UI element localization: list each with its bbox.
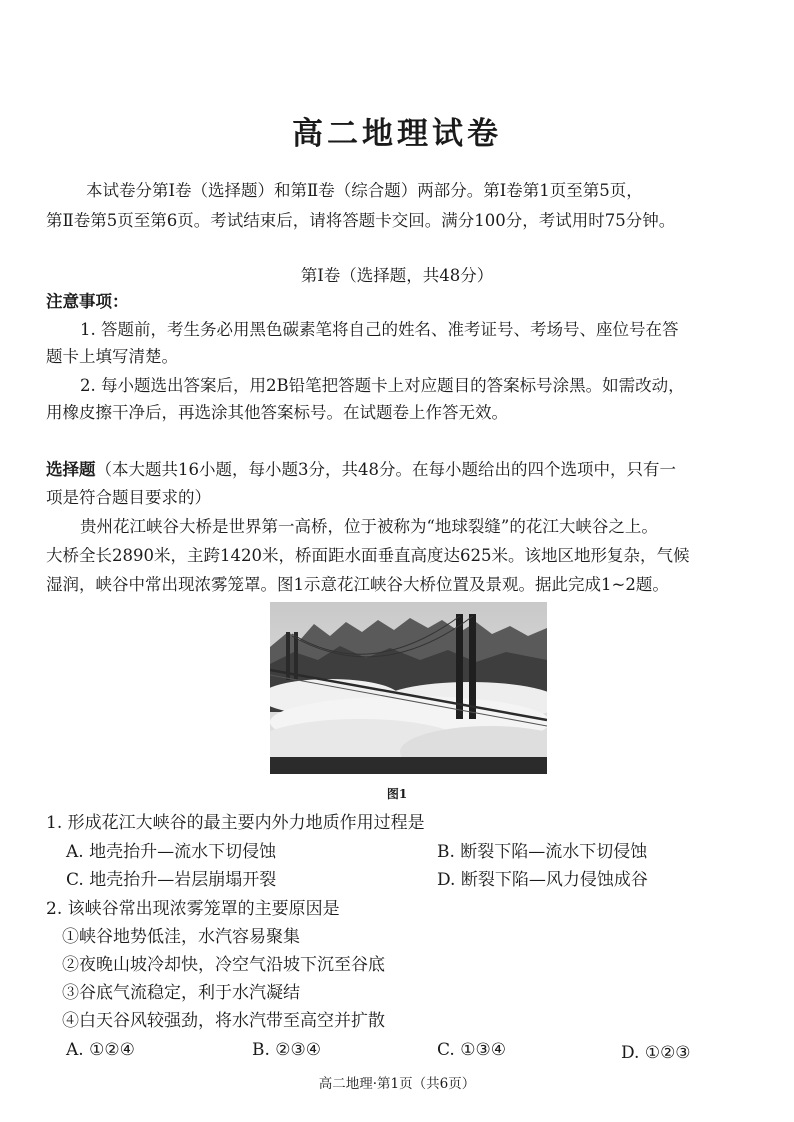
passage-line-2: 大桥全长2890米，主跨1420米，桥面距水面垂直高度达625米。该地区地形复杂，气候 [46, 546, 690, 565]
q2-stem: 2. 该峡谷常出现浓雾笼罩的主要原因是 [46, 899, 340, 919]
choice-heading: 选择题 [46, 460, 96, 479]
q2-option-d: D. ①②③ [621, 1043, 691, 1063]
notice-heading: 注意事项： [46, 292, 129, 311]
notice-line-4: 用橡皮擦干净后，再选涂其他答案标号。在试题卷上作答无效。 [46, 403, 508, 422]
q1-stem: 1. 形成花江大峡谷的最主要内外力地质作用过程是 [46, 813, 425, 833]
q1-option-b: B. 断裂下陷—流水下切侵蚀 [437, 842, 648, 862]
notice-line-2: 题卡上填写清楚。 [46, 347, 178, 366]
q1-option-d: D. 断裂下陷—风力侵蚀成谷 [437, 870, 648, 890]
q2-item-4: ④白天谷风较强劲，将水汽带至高空并扩散 [62, 1011, 385, 1031]
q2-item-3: ③谷底气流稳定，利于水汽凝结 [62, 983, 300, 1003]
intro-line-1: 本试卷分第Ⅰ卷（选择题）和第Ⅱ卷（综合题）两部分。第Ⅰ卷第1页至第5页， [86, 181, 643, 200]
figure-caption: 图1 [386, 787, 408, 801]
page-title: 高二地理试卷 [292, 116, 502, 152]
passage-line-1: 贵州花江峡谷大桥是世界第一高桥，位于被称为“地球裂缝”的花江大峡谷之上。 [80, 517, 658, 536]
choice-section-line-2: 项是符合题目要求的） [46, 488, 211, 507]
bridge-photo [270, 602, 547, 774]
q2-item-1: ①峡谷地势低洼，水汽容易聚集 [62, 927, 300, 947]
page-footer: 高二地理·第1页（共6页） [318, 1076, 476, 1092]
notice-line-1: 1. 答题前，考生务必用黑色碳素笔将自己的姓名、准考证号、考场号、座位号在答 [80, 320, 679, 339]
q2-option-a: A. ①②④ [66, 1040, 135, 1060]
section-title: 第Ⅰ卷（选择题，共48分） [300, 266, 494, 285]
choice-desc: （本大题共16小题，每小题3分，共48分。在每小题给出的四个选项中，只有一 [95, 460, 676, 479]
passage-line-3: 湿润，峡谷中常出现浓雾笼罩。图1示意花江峡谷大桥位置及景观。据此完成1~2题。 [46, 575, 669, 594]
q2-option-c: C. ①③④ [437, 1040, 506, 1060]
intro-line-2: 第Ⅱ卷第5页至第6页。考试结束后，请将答题卡交回。满分100分，考试用时75分钟。 [46, 211, 676, 230]
choice-section-line-1 [46, 460, 676, 480]
notice-line-3: 2. 每小题选出答案后，用2B铅笔把答题卡上对应题目的答案标号涂黑。如需改动， [80, 376, 685, 395]
q2-option-b: B. ②③④ [252, 1040, 322, 1060]
q1-option-c: C. 地壳抬升—岩层崩塌开裂 [66, 870, 277, 890]
q1-option-a: A. 地壳抬升—流水下切侵蚀 [66, 842, 277, 862]
q2-item-2: ②夜晚山坡冷却快，冷空气沿坡下沉至谷底 [62, 955, 385, 975]
